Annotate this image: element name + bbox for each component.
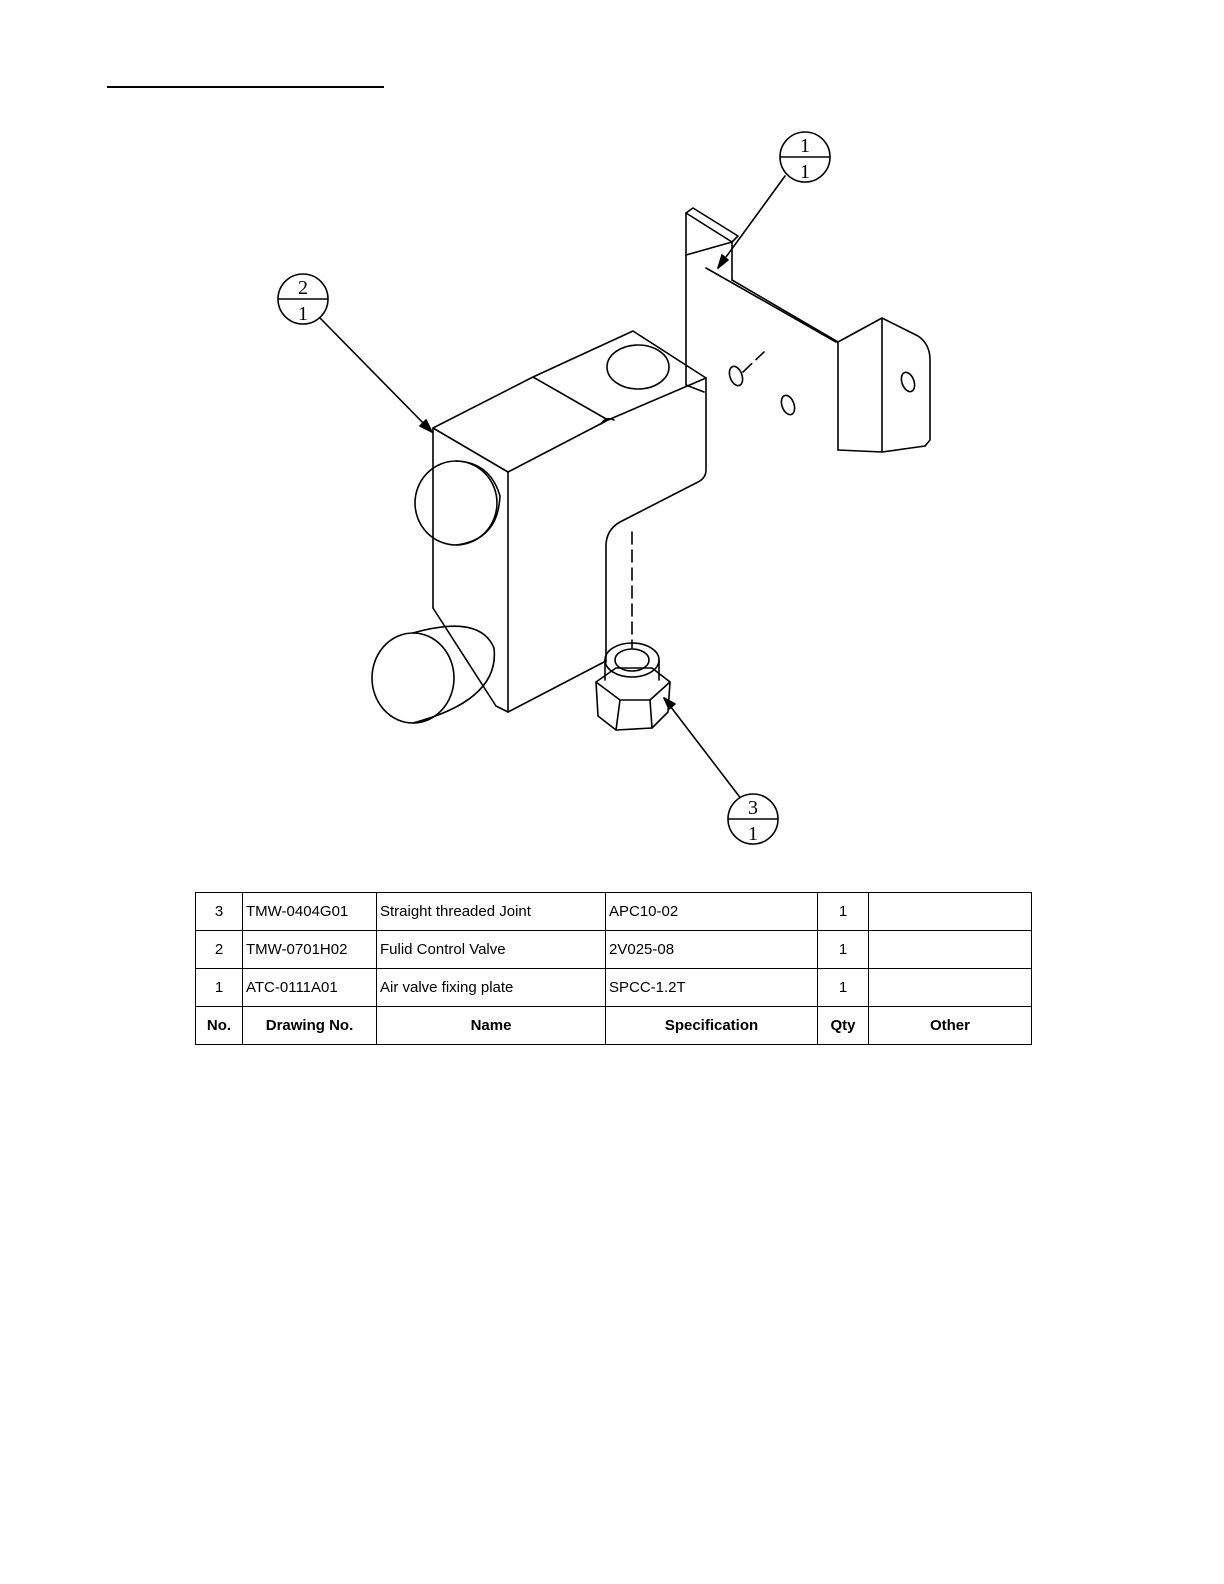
row-qty: 1 bbox=[818, 931, 869, 969]
leader-line-1 bbox=[718, 176, 785, 268]
row-qty: 1 bbox=[818, 893, 869, 931]
valve-top-port bbox=[607, 345, 669, 389]
header-name: Name bbox=[377, 1007, 606, 1045]
row-specification: 2V025-08 bbox=[606, 931, 818, 969]
leader-line-2 bbox=[320, 318, 432, 432]
row-name: Straight threaded Joint bbox=[377, 893, 606, 931]
row-specification: APC10-02 bbox=[606, 893, 818, 931]
row-other bbox=[869, 931, 1032, 969]
table-row bbox=[196, 931, 1032, 969]
balloon-2-item: 2 bbox=[298, 277, 308, 299]
row-drawing-no: ATC-0111A01 bbox=[243, 969, 377, 1007]
row-no: 1 bbox=[196, 969, 243, 1007]
mounting-hole bbox=[899, 371, 917, 394]
row-no: 2 bbox=[196, 931, 243, 969]
row-name: Fulid Control Valve bbox=[377, 931, 606, 969]
threaded-joint-part bbox=[596, 643, 670, 730]
header-specification: Specification bbox=[606, 1007, 818, 1045]
balloon-3-qty: 1 bbox=[748, 823, 758, 845]
balloon-1 bbox=[780, 132, 830, 183]
balloon-1-item: 1 bbox=[800, 135, 810, 157]
header-other: Other bbox=[869, 1007, 1032, 1045]
balloon-3-item: 3 bbox=[748, 797, 758, 819]
table-header-row bbox=[196, 1007, 1032, 1045]
row-drawing-no: TMW-0701H02 bbox=[243, 931, 377, 969]
row-drawing-no: TMW-0404G01 bbox=[243, 893, 377, 931]
balloon-3 bbox=[728, 794, 778, 845]
bill-of-materials-table bbox=[195, 892, 1032, 1045]
balloon-2 bbox=[278, 274, 328, 325]
header-no: No. bbox=[196, 1007, 243, 1045]
table-row bbox=[196, 893, 1032, 931]
header-drawing-no: Drawing No. bbox=[243, 1007, 377, 1045]
leader-line-3 bbox=[664, 698, 742, 800]
row-other bbox=[869, 969, 1032, 1007]
balloon-2-qty: 1 bbox=[298, 303, 308, 325]
header-qty: Qty bbox=[818, 1007, 869, 1045]
control-valve-part bbox=[372, 331, 706, 723]
fixing-plate-part bbox=[686, 208, 930, 452]
row-other bbox=[869, 893, 1032, 931]
row-qty: 1 bbox=[818, 969, 869, 1007]
mounting-hole bbox=[779, 394, 797, 417]
mounting-hole bbox=[727, 365, 745, 388]
row-no: 3 bbox=[196, 893, 243, 931]
balloon-1-qty: 1 bbox=[800, 161, 810, 183]
row-name: Air valve fixing plate bbox=[377, 969, 606, 1007]
table-row bbox=[196, 969, 1032, 1007]
solenoid-cap bbox=[372, 633, 454, 723]
row-specification: SPCC-1.2T bbox=[606, 969, 818, 1007]
